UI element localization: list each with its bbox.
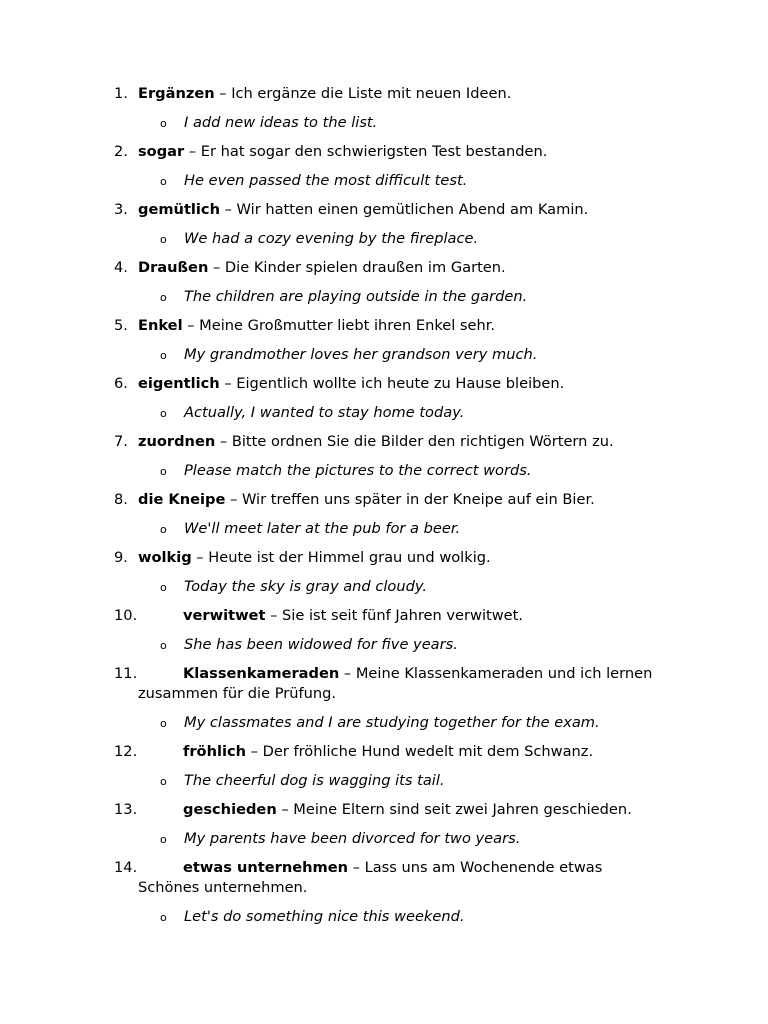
bullet-icon: o [160, 523, 167, 536]
bullet-icon: o [160, 233, 167, 246]
translation-line [0, 575, 768, 604]
list-item [0, 856, 768, 934]
item-number: 4. [114, 259, 128, 276]
german-line [0, 430, 768, 459]
english-translation: My parents have been divorced for two years. [184, 830, 521, 847]
german-line [0, 662, 768, 711]
list-item [0, 314, 768, 372]
german-line [0, 604, 768, 633]
german-sentence: Sie ist seit fünf Jahren verwitwet. [282, 607, 524, 624]
translation-line [0, 769, 768, 798]
separator: – [265, 607, 283, 624]
german-sentence: Meine Großmutter liebt ihren Enkel sehr. [199, 317, 496, 334]
german-sentence: Er hat sogar den schwierigsten Test bestanden. [200, 143, 548, 160]
vocab-term: etwas unternehmen [183, 859, 348, 876]
item-number: 2. [114, 143, 128, 160]
english-translation: We'll meet later at the pub for a beer. [184, 520, 461, 537]
list-item [0, 82, 768, 140]
separator: – [225, 491, 242, 508]
separator: – [182, 317, 200, 334]
bullet-icon: o [160, 117, 167, 130]
translation-line [0, 169, 768, 198]
vocab-term: Enkel [138, 317, 183, 334]
english-translation: Today the sky is gray and cloudy. [184, 578, 427, 595]
bullet-icon: o [160, 407, 167, 420]
german-sentence: Die Kinder spielen draußen im Garten. [224, 259, 506, 276]
list-item [0, 198, 768, 256]
english-translation: The cheerful dog is wagging its tail. [184, 772, 445, 789]
vocabulary-list [0, 82, 768, 934]
item-number: 9. [114, 549, 128, 566]
bullet-icon: o [160, 639, 167, 652]
list-item [0, 430, 768, 488]
vocab-term: die Kneipe [138, 491, 226, 508]
translation-line [0, 459, 768, 488]
list-item [0, 798, 768, 856]
german-line [0, 740, 768, 769]
bullet-icon: o [160, 911, 167, 924]
item-number: 10. [114, 607, 138, 624]
separator: – [208, 259, 225, 276]
english-translation: Let's do something nice this weekend. [184, 908, 465, 925]
german-sentence: Lass uns am Wochenende etwas Schönes unternehmen. [138, 859, 603, 896]
german-sentence: Meine Klassenkameraden und ich lernen zusammen für die Prüfung. [138, 665, 653, 702]
separator: – [339, 665, 356, 682]
vocab-term: wolkig [138, 549, 192, 566]
english-translation: He even passed the most difficult test. [184, 172, 468, 189]
translation-line [0, 111, 768, 140]
translation-line [0, 285, 768, 314]
translation-line [0, 517, 768, 546]
item-number: 14. [114, 859, 138, 876]
separator: – [246, 743, 263, 760]
german-sentence: Bitte ordnen Sie die Bilder den richtigen Wörtern zu. [231, 433, 614, 450]
german-line [0, 798, 768, 827]
translation-line [0, 227, 768, 256]
item-number: 13. [114, 801, 138, 818]
vocab-term: Draußen [138, 259, 209, 276]
bullet-icon: o [160, 581, 167, 594]
bullet-icon: o [160, 175, 167, 188]
german-line [0, 488, 768, 517]
german-line [0, 82, 768, 111]
list-item [0, 546, 768, 604]
vocab-term: gemütlich [138, 201, 220, 218]
translation-line [0, 343, 768, 372]
list-item [0, 488, 768, 546]
german-sentence: Eigentlich wollte ich heute zu Hause bleiben. [236, 375, 565, 392]
list-item [0, 604, 768, 662]
german-line [0, 140, 768, 169]
german-sentence: Meine Eltern sind seit zwei Jahren geschieden. [293, 801, 632, 818]
separator: – [348, 859, 365, 876]
item-number: 11. [114, 665, 138, 682]
german-sentence: Wir treffen uns später in der Kneipe auf ein Bier. [241, 491, 595, 508]
list-item [0, 372, 768, 430]
translation-line [0, 905, 768, 934]
item-number: 3. [114, 201, 128, 218]
english-translation: Please match the pictures to the correct words. [184, 462, 532, 479]
german-line [0, 198, 768, 227]
german-sentence: Wir hatten einen gemütlichen Abend am Kamin. [236, 201, 589, 218]
vocab-term: sogar [138, 143, 185, 160]
english-translation: My grandmother loves her grandson very much. [184, 346, 538, 363]
english-translation: We had a cozy evening by the fireplace. [184, 230, 479, 247]
vocab-term: fröhlich [183, 743, 247, 760]
vocab-term: Ergänzen [138, 85, 215, 102]
german-line [0, 314, 768, 343]
vocab-term: geschieden [183, 801, 277, 818]
bullet-icon: o [160, 291, 167, 304]
separator: – [276, 801, 294, 818]
bullet-icon: o [160, 833, 167, 846]
vocab-term: eigentlich [138, 375, 220, 392]
item-number: 5. [114, 317, 128, 334]
german-line [0, 256, 768, 285]
item-number: 8. [114, 491, 128, 508]
translation-line [0, 827, 768, 856]
separator: – [191, 549, 209, 566]
german-line [0, 372, 768, 401]
german-line [0, 856, 768, 905]
bullet-icon: o [160, 717, 167, 730]
german-sentence: Heute ist der Himmel grau und wolkig. [208, 549, 491, 566]
separator: – [219, 201, 237, 218]
vocab-term: verwitwet [183, 607, 266, 624]
bullet-icon: o [160, 349, 167, 362]
list-item [0, 740, 768, 798]
vocab-term: zuordnen [138, 433, 216, 450]
separator: – [215, 433, 232, 450]
english-translation: The children are playing outside in the garden. [184, 288, 528, 305]
translation-line [0, 711, 768, 740]
list-item [0, 662, 768, 740]
bullet-icon: o [160, 775, 167, 788]
list-item [0, 256, 768, 314]
separator: – [184, 143, 201, 160]
item-number: 12. [114, 743, 138, 760]
german-line [0, 546, 768, 575]
translation-line [0, 633, 768, 662]
english-translation: Actually, I wanted to stay home today. [184, 404, 465, 421]
english-translation: She has been widowed for five years. [184, 636, 458, 653]
item-number: 1. [114, 85, 128, 102]
german-sentence: Ich ergänze die Liste mit neuen Ideen. [231, 85, 512, 102]
item-number: 7. [114, 433, 128, 450]
english-translation: My classmates and I are studying together for the exam. [184, 714, 600, 731]
bullet-icon: o [160, 465, 167, 478]
translation-line [0, 401, 768, 430]
separator: – [214, 85, 232, 102]
vocab-term: Klassenkameraden [183, 665, 340, 682]
english-translation: I add new ideas to the list. [184, 114, 378, 131]
item-number: 6. [114, 375, 128, 392]
german-sentence: Der fröhliche Hund wedelt mit dem Schwanz. [262, 743, 594, 760]
list-item [0, 140, 768, 198]
separator: – [219, 375, 237, 392]
